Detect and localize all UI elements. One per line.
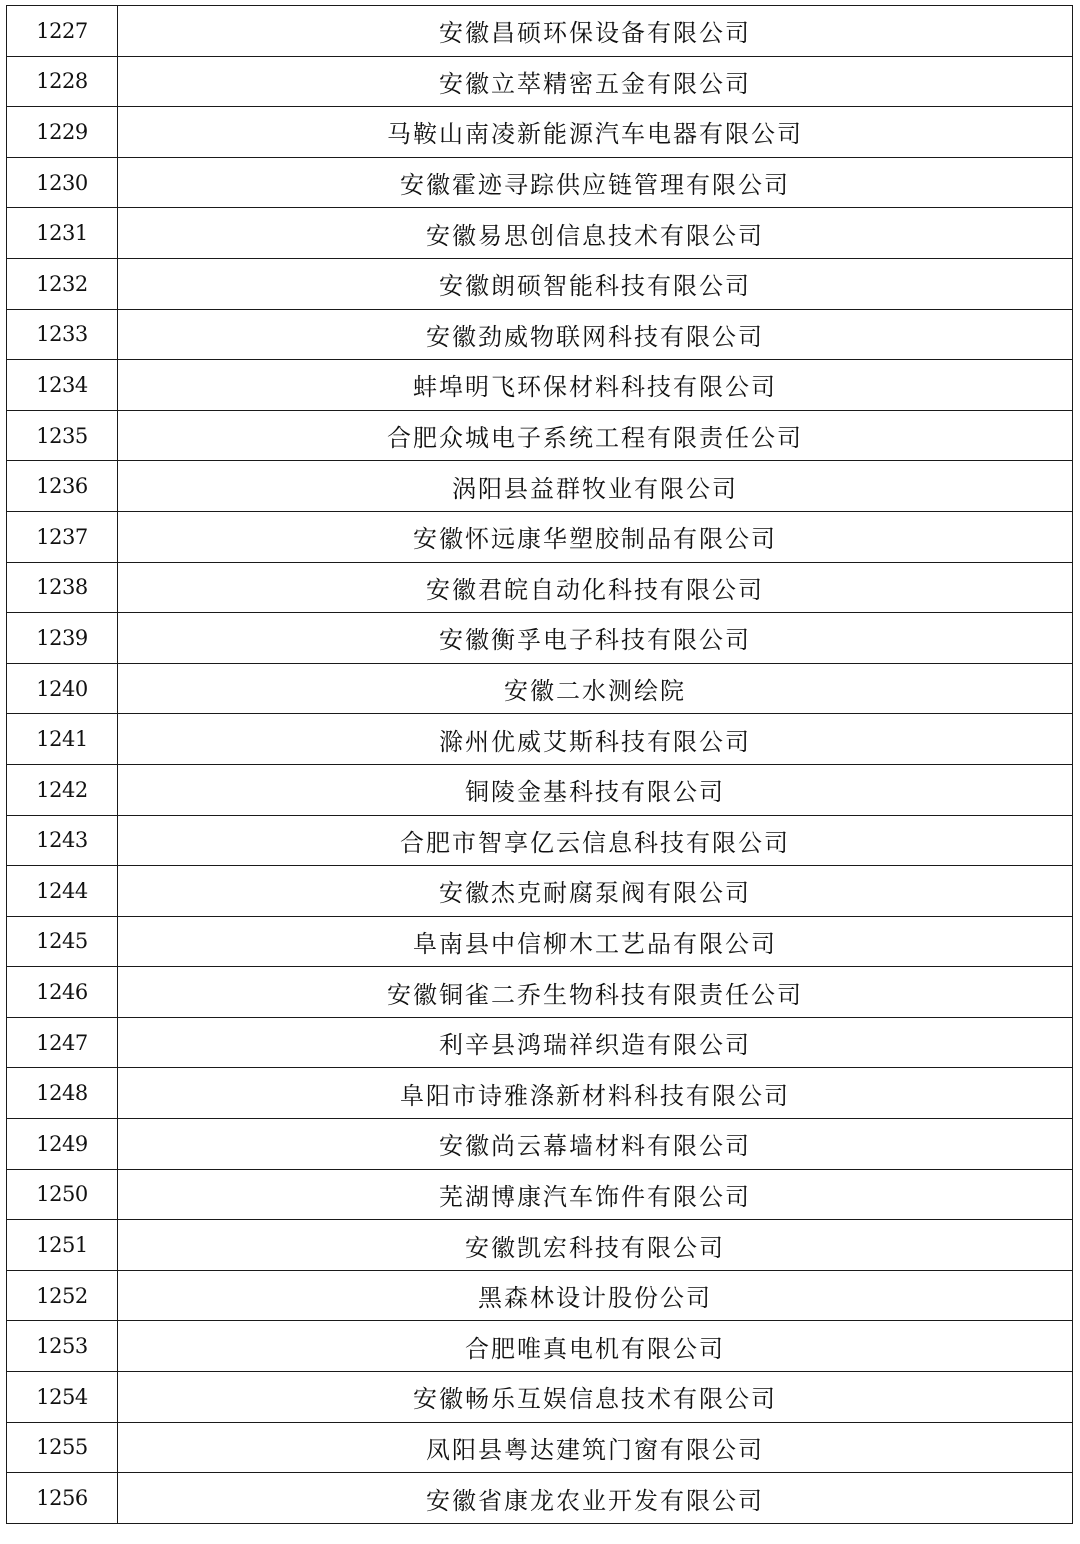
row-number-cell: 1238 [7, 562, 118, 613]
table-row [7, 309, 1073, 360]
company-name-cell: 安徽凯宏科技有限公司 [118, 1220, 1073, 1271]
table-row [7, 6, 1073, 57]
row-number-cell: 1242 [7, 764, 118, 815]
company-name-cell: 合肥唯真电机有限公司 [118, 1321, 1073, 1372]
table-row [7, 815, 1073, 866]
row-number-cell: 1248 [7, 1068, 118, 1119]
row-number-cell: 1235 [7, 410, 118, 461]
company-name-cell: 马鞍山南凌新能源汽车电器有限公司 [118, 107, 1073, 158]
table-row [7, 107, 1073, 158]
row-number-cell: 1250 [7, 1169, 118, 1220]
row-number-cell: 1234 [7, 360, 118, 411]
company-list-table [6, 5, 1073, 1524]
company-name-cell: 安徽铜雀二乔生物科技有限责任公司 [118, 967, 1073, 1018]
table-row [7, 562, 1073, 613]
table-row [7, 56, 1073, 107]
company-name-cell: 阜阳市诗雅涤新材料科技有限公司 [118, 1068, 1073, 1119]
table-row [7, 613, 1073, 664]
company-name-cell: 安徽朗硕智能科技有限公司 [118, 258, 1073, 309]
company-name-cell: 安徽畅乐互娱信息技术有限公司 [118, 1372, 1073, 1423]
company-name-cell: 蚌埠明飞环保材料科技有限公司 [118, 360, 1073, 411]
company-name-cell: 安徽省康龙农业开发有限公司 [118, 1473, 1073, 1524]
row-number-cell: 1237 [7, 511, 118, 562]
company-name-cell: 安徽尚云幕墙材料有限公司 [118, 1119, 1073, 1170]
row-number-cell: 1252 [7, 1270, 118, 1321]
table-row [7, 1017, 1073, 1068]
table-row [7, 258, 1073, 309]
table-row [7, 916, 1073, 967]
row-number-cell: 1232 [7, 258, 118, 309]
row-number-cell: 1255 [7, 1422, 118, 1473]
table-row [7, 511, 1073, 562]
company-name-cell: 铜陵金基科技有限公司 [118, 764, 1073, 815]
table-row [7, 360, 1073, 411]
table-row [7, 1220, 1073, 1271]
row-number-cell: 1245 [7, 916, 118, 967]
company-name-cell: 安徽劲威物联网科技有限公司 [118, 309, 1073, 360]
row-number-cell: 1229 [7, 107, 118, 158]
row-number-cell: 1227 [7, 6, 118, 57]
row-number-cell: 1243 [7, 815, 118, 866]
company-name-cell: 涡阳县益群牧业有限公司 [118, 461, 1073, 512]
company-name-cell: 安徽昌硕环保设备有限公司 [118, 6, 1073, 57]
row-number-cell: 1240 [7, 663, 118, 714]
table-row [7, 208, 1073, 259]
company-name-cell: 合肥众城电子系统工程有限责任公司 [118, 410, 1073, 461]
company-name-cell: 利辛县鸿瑞祥织造有限公司 [118, 1017, 1073, 1068]
table-row [7, 1169, 1073, 1220]
row-number-cell: 1236 [7, 461, 118, 512]
table-row [7, 410, 1073, 461]
company-name-cell: 安徽衡孚电子科技有限公司 [118, 613, 1073, 664]
company-name-cell: 阜南县中信柳木工艺品有限公司 [118, 916, 1073, 967]
row-number-cell: 1253 [7, 1321, 118, 1372]
table-row [7, 1321, 1073, 1372]
table-row [7, 866, 1073, 917]
table-row [7, 1372, 1073, 1423]
row-number-cell: 1241 [7, 714, 118, 765]
company-name-cell: 芜湖博康汽车饰件有限公司 [118, 1169, 1073, 1220]
table-row [7, 157, 1073, 208]
row-number-cell: 1244 [7, 866, 118, 917]
company-name-cell: 安徽君皖自动化科技有限公司 [118, 562, 1073, 613]
company-name-cell: 安徽立萃精密五金有限公司 [118, 56, 1073, 107]
row-number-cell: 1233 [7, 309, 118, 360]
table-row [7, 1473, 1073, 1524]
table-row [7, 1270, 1073, 1321]
table-row [7, 1119, 1073, 1170]
row-number-cell: 1251 [7, 1220, 118, 1271]
company-name-cell: 安徽易思创信息技术有限公司 [118, 208, 1073, 259]
table-body [7, 6, 1073, 1524]
row-number-cell: 1230 [7, 157, 118, 208]
company-name-cell: 黑森林设计股份公司 [118, 1270, 1073, 1321]
table-row [7, 714, 1073, 765]
row-number-cell: 1231 [7, 208, 118, 259]
company-name-cell: 安徽杰克耐腐泵阀有限公司 [118, 866, 1073, 917]
row-number-cell: 1256 [7, 1473, 118, 1524]
company-name-cell: 合肥市智享亿云信息科技有限公司 [118, 815, 1073, 866]
table-row [7, 663, 1073, 714]
row-number-cell: 1246 [7, 967, 118, 1018]
company-name-cell: 凤阳县粤达建筑门窗有限公司 [118, 1422, 1073, 1473]
table-row [7, 461, 1073, 512]
row-number-cell: 1249 [7, 1119, 118, 1170]
table-row [7, 1068, 1073, 1119]
company-name-cell: 滁州优威艾斯科技有限公司 [118, 714, 1073, 765]
row-number-cell: 1228 [7, 56, 118, 107]
row-number-cell: 1254 [7, 1372, 118, 1423]
row-number-cell: 1247 [7, 1017, 118, 1068]
company-name-cell: 安徽怀远康华塑胶制品有限公司 [118, 511, 1073, 562]
row-number-cell: 1239 [7, 613, 118, 664]
table-row [7, 764, 1073, 815]
table-row [7, 1422, 1073, 1473]
company-name-cell: 安徽霍迹寻踪供应链管理有限公司 [118, 157, 1073, 208]
table-row [7, 967, 1073, 1018]
company-name-cell: 安徽二水测绘院 [118, 663, 1073, 714]
